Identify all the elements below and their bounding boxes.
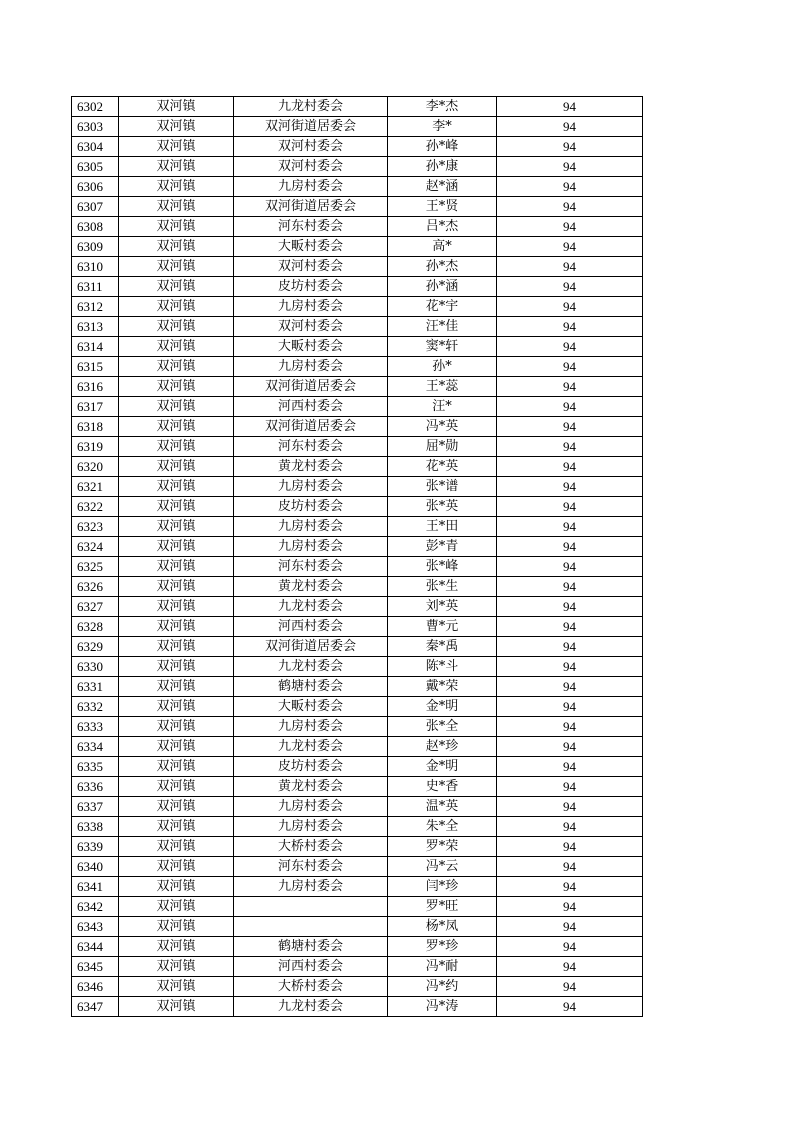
table-row [72, 557, 643, 577]
person-name-cell: 张*英 [388, 497, 497, 517]
table-row [72, 437, 643, 457]
village-committee-cell: 双河街道居委会 [234, 197, 388, 217]
row-id-cell: 6323 [72, 517, 119, 537]
score-cell: 94 [497, 657, 643, 677]
score-cell: 94 [497, 997, 643, 1017]
village-committee-cell: 双河街道居委会 [234, 377, 388, 397]
score-cell: 94 [497, 597, 643, 617]
row-id-cell: 6333 [72, 717, 119, 737]
person-name-cell: 李*杰 [388, 97, 497, 117]
table-row [72, 177, 643, 197]
town-cell: 双河镇 [119, 197, 234, 217]
village-committee-cell: 双河村委会 [234, 157, 388, 177]
row-id-cell: 6320 [72, 457, 119, 477]
table-row [72, 677, 643, 697]
village-committee-cell: 九龙村委会 [234, 97, 388, 117]
town-cell: 双河镇 [119, 397, 234, 417]
row-id-cell: 6341 [72, 877, 119, 897]
table-row [72, 457, 643, 477]
table-row [72, 857, 643, 877]
score-cell: 94 [497, 437, 643, 457]
row-id-cell: 6343 [72, 917, 119, 937]
table-row [72, 497, 643, 517]
table-row [72, 277, 643, 297]
village-committee-cell: 九房村委会 [234, 177, 388, 197]
row-id-cell: 6310 [72, 257, 119, 277]
table-row [72, 777, 643, 797]
person-name-cell: 孙* [388, 357, 497, 377]
score-cell: 94 [497, 577, 643, 597]
table-row [72, 937, 643, 957]
score-cell: 94 [497, 537, 643, 557]
table-row [72, 897, 643, 917]
town-cell: 双河镇 [119, 237, 234, 257]
town-cell: 双河镇 [119, 937, 234, 957]
row-id-cell: 6302 [72, 97, 119, 117]
village-committee-cell: 大桥村委会 [234, 977, 388, 997]
score-cell: 94 [497, 257, 643, 277]
person-name-cell: 罗*珍 [388, 937, 497, 957]
score-cell: 94 [497, 337, 643, 357]
person-name-cell: 王*田 [388, 517, 497, 537]
row-id-cell: 6327 [72, 597, 119, 617]
person-name-cell: 陈*斗 [388, 657, 497, 677]
score-cell: 94 [497, 717, 643, 737]
score-cell: 94 [497, 357, 643, 377]
row-id-cell: 6332 [72, 697, 119, 717]
row-id-cell: 6342 [72, 897, 119, 917]
village-committee-cell: 九房村委会 [234, 817, 388, 837]
person-name-cell: 闫*珍 [388, 877, 497, 897]
town-cell: 双河镇 [119, 597, 234, 617]
score-cell: 94 [497, 177, 643, 197]
village-committee-cell: 皮坊村委会 [234, 497, 388, 517]
row-id-cell: 6338 [72, 817, 119, 837]
village-committee-cell: 双河村委会 [234, 137, 388, 157]
row-id-cell: 6305 [72, 157, 119, 177]
table-row [72, 577, 643, 597]
score-cell: 94 [497, 897, 643, 917]
score-cell: 94 [497, 197, 643, 217]
person-name-cell: 张*谱 [388, 477, 497, 497]
table-row [72, 877, 643, 897]
town-cell: 双河镇 [119, 117, 234, 137]
village-committee-cell: 九龙村委会 [234, 997, 388, 1017]
town-cell: 双河镇 [119, 377, 234, 397]
person-name-cell: 花*宇 [388, 297, 497, 317]
town-cell: 双河镇 [119, 277, 234, 297]
town-cell: 双河镇 [119, 997, 234, 1017]
town-cell: 双河镇 [119, 877, 234, 897]
village-committee-cell: 河东村委会 [234, 437, 388, 457]
row-id-cell: 6313 [72, 317, 119, 337]
table-row [72, 417, 643, 437]
table-row [72, 197, 643, 217]
village-committee-cell: 大畈村委会 [234, 337, 388, 357]
table-row [72, 997, 643, 1017]
row-id-cell: 6345 [72, 957, 119, 977]
score-cell: 94 [497, 417, 643, 437]
score-cell: 94 [497, 117, 643, 137]
row-id-cell: 6329 [72, 637, 119, 657]
person-name-cell: 王*蕊 [388, 377, 497, 397]
person-name-cell: 秦*禹 [388, 637, 497, 657]
row-id-cell: 6325 [72, 557, 119, 577]
person-name-cell: 李* [388, 117, 497, 137]
score-cell: 94 [497, 777, 643, 797]
row-id-cell: 6307 [72, 197, 119, 217]
person-name-cell: 孙*杰 [388, 257, 497, 277]
table-row [72, 317, 643, 337]
town-cell: 双河镇 [119, 437, 234, 457]
table-row [72, 637, 643, 657]
town-cell: 双河镇 [119, 477, 234, 497]
village-committee-cell: 黄龙村委会 [234, 577, 388, 597]
person-name-cell: 冯*英 [388, 417, 497, 437]
row-id-cell: 6321 [72, 477, 119, 497]
town-cell: 双河镇 [119, 97, 234, 117]
village-committee-cell: 皮坊村委会 [234, 277, 388, 297]
village-committee-cell: 河东村委会 [234, 857, 388, 877]
person-name-cell: 汪* [388, 397, 497, 417]
person-name-cell: 罗*旺 [388, 897, 497, 917]
town-cell: 双河镇 [119, 957, 234, 977]
row-id-cell: 6309 [72, 237, 119, 257]
row-id-cell: 6326 [72, 577, 119, 597]
town-cell: 双河镇 [119, 677, 234, 697]
person-name-cell: 王*贤 [388, 197, 497, 217]
village-committee-cell: 双河街道居委会 [234, 417, 388, 437]
score-cell: 94 [497, 617, 643, 637]
village-committee-cell: 九龙村委会 [234, 597, 388, 617]
table-row [72, 217, 643, 237]
table-row [72, 157, 643, 177]
score-cell: 94 [497, 97, 643, 117]
row-id-cell: 6324 [72, 537, 119, 557]
row-id-cell: 6331 [72, 677, 119, 697]
village-committee-cell: 双河街道居委会 [234, 637, 388, 657]
town-cell: 双河镇 [119, 577, 234, 597]
row-id-cell: 6340 [72, 857, 119, 877]
score-cell: 94 [497, 397, 643, 417]
town-cell: 双河镇 [119, 557, 234, 577]
town-cell: 双河镇 [119, 157, 234, 177]
score-cell: 94 [497, 737, 643, 757]
village-committee-cell: 皮坊村委会 [234, 757, 388, 777]
town-cell: 双河镇 [119, 457, 234, 477]
village-committee-cell: 河西村委会 [234, 957, 388, 977]
town-cell: 双河镇 [119, 217, 234, 237]
row-id-cell: 6347 [72, 997, 119, 1017]
person-name-cell: 刘*英 [388, 597, 497, 617]
person-name-cell: 金*明 [388, 697, 497, 717]
row-id-cell: 6346 [72, 977, 119, 997]
score-cell: 94 [497, 317, 643, 337]
row-id-cell: 6319 [72, 437, 119, 457]
person-name-cell: 花*英 [388, 457, 497, 477]
person-name-cell: 窦*轩 [388, 337, 497, 357]
table-row [72, 917, 643, 937]
row-id-cell: 6314 [72, 337, 119, 357]
row-id-cell: 6334 [72, 737, 119, 757]
village-committee-cell: 九房村委会 [234, 877, 388, 897]
row-id-cell: 6318 [72, 417, 119, 437]
person-name-cell: 孙*涵 [388, 277, 497, 297]
score-cell: 94 [497, 817, 643, 837]
row-id-cell: 6328 [72, 617, 119, 637]
village-committee-cell: 九房村委会 [234, 797, 388, 817]
person-name-cell: 汪*佳 [388, 317, 497, 337]
table-row [72, 477, 643, 497]
table-row [72, 297, 643, 317]
village-committee-cell: 河东村委会 [234, 557, 388, 577]
town-cell: 双河镇 [119, 257, 234, 277]
table-row [72, 397, 643, 417]
row-id-cell: 6336 [72, 777, 119, 797]
table-row [72, 797, 643, 817]
score-cell: 94 [497, 957, 643, 977]
village-committee-cell: 九房村委会 [234, 537, 388, 557]
person-name-cell: 高* [388, 237, 497, 257]
town-cell: 双河镇 [119, 717, 234, 737]
score-cell: 94 [497, 557, 643, 577]
village-committee-cell: 河东村委会 [234, 217, 388, 237]
score-cell: 94 [497, 477, 643, 497]
village-committee-cell: 九房村委会 [234, 477, 388, 497]
score-cell: 94 [497, 517, 643, 537]
village-committee-cell: 双河村委会 [234, 317, 388, 337]
score-cell: 94 [497, 797, 643, 817]
table-row [72, 117, 643, 137]
person-name-cell: 彭*青 [388, 537, 497, 557]
village-committee-cell: 九龙村委会 [234, 737, 388, 757]
records-table-body [72, 97, 643, 1017]
row-id-cell: 6317 [72, 397, 119, 417]
town-cell: 双河镇 [119, 137, 234, 157]
town-cell: 双河镇 [119, 617, 234, 637]
score-cell: 94 [497, 677, 643, 697]
table-row [72, 837, 643, 857]
row-id-cell: 6308 [72, 217, 119, 237]
score-cell: 94 [497, 217, 643, 237]
person-name-cell: 冯*约 [388, 977, 497, 997]
village-committee-cell: 鹤塘村委会 [234, 937, 388, 957]
village-committee-cell: 鹤塘村委会 [234, 677, 388, 697]
person-name-cell: 冯*耐 [388, 957, 497, 977]
person-name-cell: 孙*康 [388, 157, 497, 177]
row-id-cell: 6311 [72, 277, 119, 297]
village-committee-cell: 九房村委会 [234, 357, 388, 377]
row-id-cell: 6335 [72, 757, 119, 777]
table-row [72, 617, 643, 637]
person-name-cell: 朱*全 [388, 817, 497, 837]
score-cell: 94 [497, 277, 643, 297]
person-name-cell: 孙*峰 [388, 137, 497, 157]
table-row [72, 377, 643, 397]
person-name-cell: 张*生 [388, 577, 497, 597]
town-cell: 双河镇 [119, 297, 234, 317]
village-committee-cell: 九房村委会 [234, 297, 388, 317]
town-cell: 双河镇 [119, 917, 234, 937]
person-name-cell: 温*英 [388, 797, 497, 817]
village-committee-cell [234, 897, 388, 917]
person-name-cell: 赵*涵 [388, 177, 497, 197]
score-cell: 94 [497, 877, 643, 897]
row-id-cell: 6306 [72, 177, 119, 197]
table-row [72, 657, 643, 677]
town-cell: 双河镇 [119, 177, 234, 197]
table-row [72, 97, 643, 117]
village-committee-cell: 双河街道居委会 [234, 117, 388, 137]
town-cell: 双河镇 [119, 637, 234, 657]
person-name-cell: 张*峰 [388, 557, 497, 577]
score-cell: 94 [497, 377, 643, 397]
town-cell: 双河镇 [119, 757, 234, 777]
table-row [72, 817, 643, 837]
score-cell: 94 [497, 137, 643, 157]
person-name-cell: 戴*荣 [388, 677, 497, 697]
person-name-cell: 金*明 [388, 757, 497, 777]
score-cell: 94 [497, 297, 643, 317]
table-row [72, 257, 643, 277]
town-cell: 双河镇 [119, 737, 234, 757]
row-id-cell: 6316 [72, 377, 119, 397]
village-committee-cell: 河西村委会 [234, 617, 388, 637]
village-committee-cell: 黄龙村委会 [234, 777, 388, 797]
town-cell: 双河镇 [119, 977, 234, 997]
records-table [71, 96, 643, 1017]
score-cell: 94 [497, 937, 643, 957]
village-committee-cell [234, 917, 388, 937]
row-id-cell: 6337 [72, 797, 119, 817]
table-row [72, 357, 643, 377]
person-name-cell: 曹*元 [388, 617, 497, 637]
town-cell: 双河镇 [119, 817, 234, 837]
person-name-cell: 杨*凤 [388, 917, 497, 937]
row-id-cell: 6312 [72, 297, 119, 317]
person-name-cell: 吕*杰 [388, 217, 497, 237]
table-row [72, 517, 643, 537]
town-cell: 双河镇 [119, 837, 234, 857]
town-cell: 双河镇 [119, 417, 234, 437]
village-committee-cell: 九房村委会 [234, 717, 388, 737]
score-cell: 94 [497, 837, 643, 857]
score-cell: 94 [497, 857, 643, 877]
person-name-cell: 冯*云 [388, 857, 497, 877]
score-cell: 94 [497, 977, 643, 997]
score-cell: 94 [497, 237, 643, 257]
score-cell: 94 [497, 157, 643, 177]
row-id-cell: 6303 [72, 117, 119, 137]
town-cell: 双河镇 [119, 317, 234, 337]
table-row [72, 697, 643, 717]
person-name-cell: 冯*涛 [388, 997, 497, 1017]
town-cell: 双河镇 [119, 897, 234, 917]
town-cell: 双河镇 [119, 497, 234, 517]
score-cell: 94 [497, 497, 643, 517]
table-row [72, 957, 643, 977]
person-name-cell: 罗*荣 [388, 837, 497, 857]
person-name-cell: 张*全 [388, 717, 497, 737]
town-cell: 双河镇 [119, 517, 234, 537]
row-id-cell: 6330 [72, 657, 119, 677]
town-cell: 双河镇 [119, 537, 234, 557]
row-id-cell: 6315 [72, 357, 119, 377]
town-cell: 双河镇 [119, 337, 234, 357]
score-cell: 94 [497, 757, 643, 777]
score-cell: 94 [497, 457, 643, 477]
table-row [72, 757, 643, 777]
village-committee-cell: 大桥村委会 [234, 837, 388, 857]
table-row [72, 537, 643, 557]
village-committee-cell: 大畈村委会 [234, 697, 388, 717]
village-committee-cell: 黄龙村委会 [234, 457, 388, 477]
score-cell: 94 [497, 637, 643, 657]
table-row [72, 337, 643, 357]
row-id-cell: 6322 [72, 497, 119, 517]
village-committee-cell: 九龙村委会 [234, 657, 388, 677]
row-id-cell: 6304 [72, 137, 119, 157]
town-cell: 双河镇 [119, 777, 234, 797]
town-cell: 双河镇 [119, 657, 234, 677]
town-cell: 双河镇 [119, 857, 234, 877]
village-committee-cell: 双河村委会 [234, 257, 388, 277]
table-row [72, 237, 643, 257]
table-row [72, 977, 643, 997]
person-name-cell: 史*香 [388, 777, 497, 797]
row-id-cell: 6344 [72, 937, 119, 957]
town-cell: 双河镇 [119, 697, 234, 717]
town-cell: 双河镇 [119, 797, 234, 817]
town-cell: 双河镇 [119, 357, 234, 377]
village-committee-cell: 大畈村委会 [234, 237, 388, 257]
table-row [72, 717, 643, 737]
village-committee-cell: 九房村委会 [234, 517, 388, 537]
row-id-cell: 6339 [72, 837, 119, 857]
score-cell: 94 [497, 917, 643, 937]
table-row [72, 597, 643, 617]
table-row [72, 137, 643, 157]
score-cell: 94 [497, 697, 643, 717]
person-name-cell: 赵*珍 [388, 737, 497, 757]
person-name-cell: 屈*勋 [388, 437, 497, 457]
table-row [72, 737, 643, 757]
village-committee-cell: 河西村委会 [234, 397, 388, 417]
